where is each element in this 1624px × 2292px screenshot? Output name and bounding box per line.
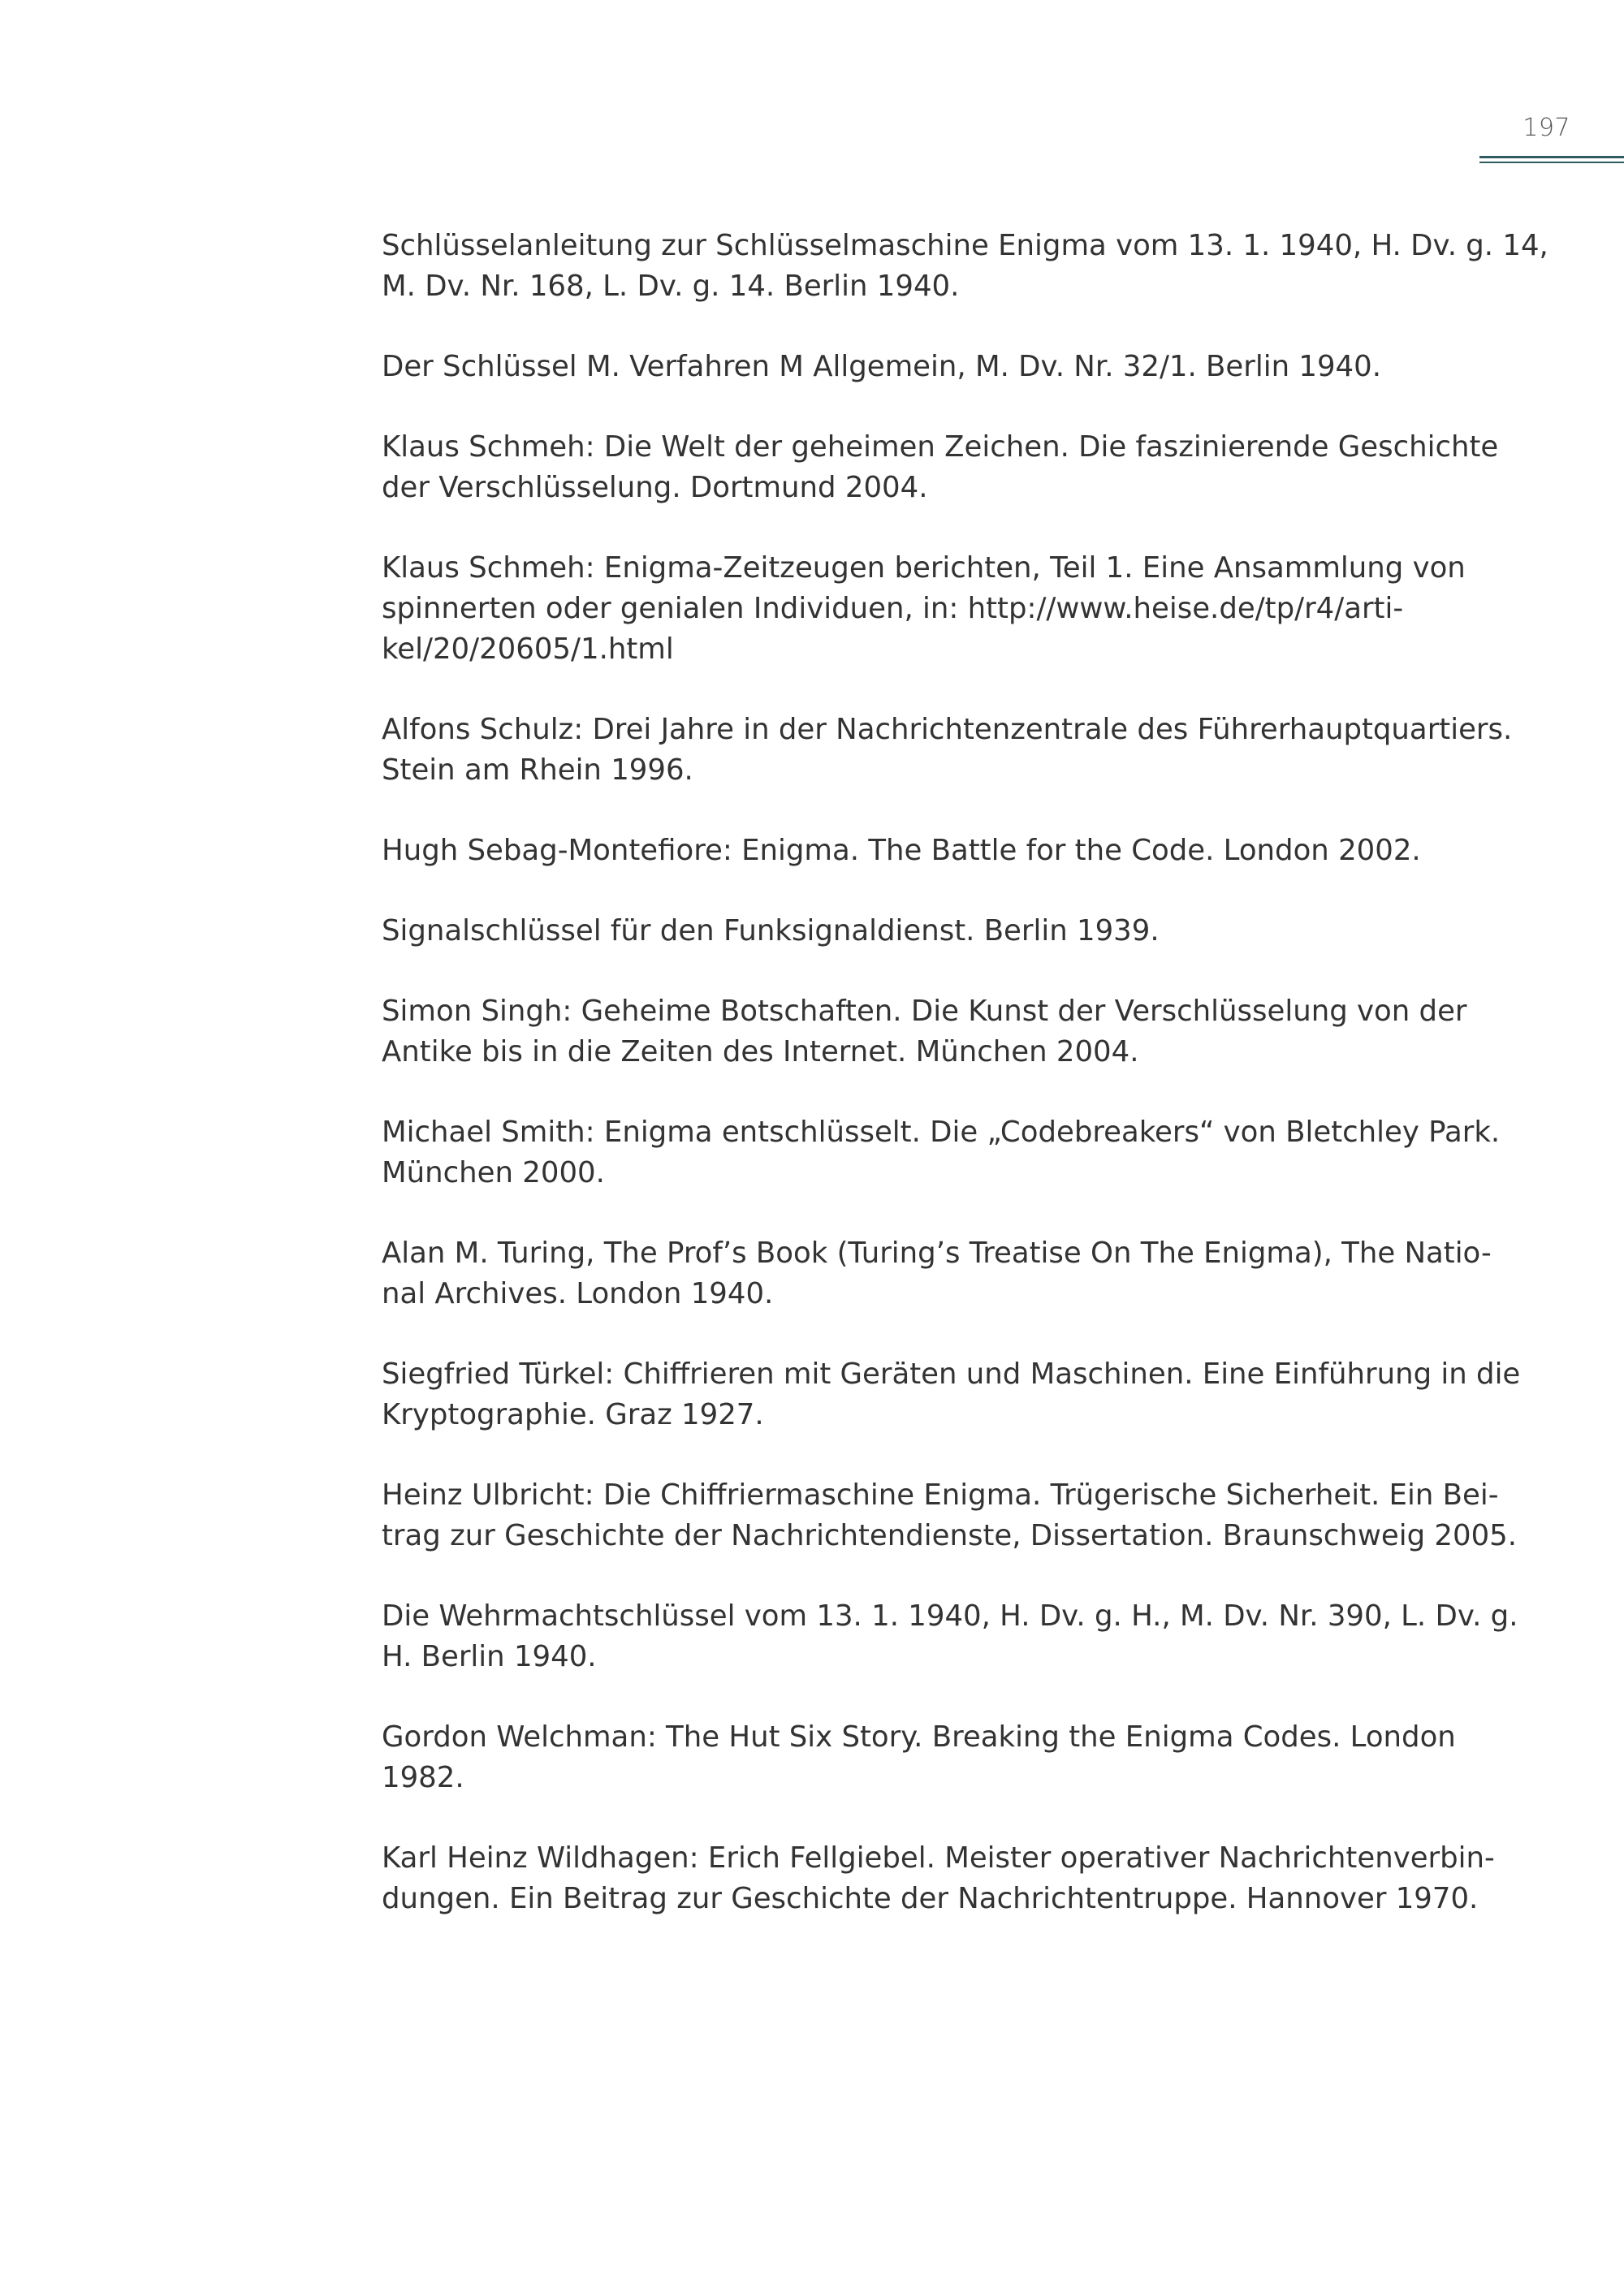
page-number: 197 [1522, 114, 1570, 142]
reference-line: Kryptographie. Graz 1927. [382, 1398, 764, 1431]
reference-item [382, 1717, 1462, 1798]
reference-line: der Verschlüsselung. Dortmund 2004. [382, 471, 928, 504]
reference-item [382, 1475, 1518, 1556]
reference-line: M. Dv. Nr. 168, L. Dv. g. 14. Berlin 1940. [382, 270, 960, 303]
reference-item [382, 548, 1466, 670]
reference-line: Klaus Schmeh: Die Welt der geheimen Zeichen. Die faszinierende Geschichte [382, 430, 1499, 464]
reference-item [382, 427, 1499, 508]
reference-line: Gordon Welchman: The Hut Six Story. Breaking the Enigma Codes. London [382, 1720, 1456, 1754]
reference-line: Schlüsselanleitung zur Schlüsselmaschine Enigma vom 13. 1. 1940, H. Dv. g. 14, [382, 229, 1548, 262]
reference-item [382, 347, 1462, 387]
reference-item [382, 1354, 1521, 1435]
reference-item [382, 1596, 1518, 1677]
reference-line: nal Archives. London 1940. [382, 1277, 774, 1310]
reference-line: Antike bis in die Zeiten des Internet. München 2004. [382, 1035, 1139, 1068]
reference-line: Signalschlüssel für den Funksignaldienst. Berlin 1939. [382, 914, 1160, 947]
reference-line: Die Wehrmachtschlüssel vom 13. 1. 1940, H. Dv. g. H., M. Dv. Nr. 390, L. Dv. g. [382, 1599, 1518, 1633]
reference-item [382, 911, 1462, 952]
reference-item [382, 226, 1548, 307]
reference-item [382, 991, 1467, 1073]
reference-line: trag zur Geschichte der Nachrichtendienste, Dissertation. Braunschweig 2005. [382, 1519, 1518, 1552]
reference-line: Alan M. Turing, The Prof’s Book (Turing’s Treatise On The Enigma), The Natio- [382, 1237, 1492, 1270]
reference-line: Siegfried Türkel: Chiffrieren mit Geräten und Maschinen. Eine Einführung in die [382, 1358, 1521, 1391]
reference-line: spinnerten oder genialen Individuen, in: http://www.heise.de/tp/r4/arti- [382, 592, 1404, 625]
reference-item [382, 831, 1462, 871]
reference-line: Hugh Sebag-Montefiore: Enigma. The Battle for the Code. London 2002. [382, 834, 1421, 867]
reference-list [382, 226, 1548, 1959]
reference-item [382, 1112, 1501, 1193]
reference-line: H. Berlin 1940. [382, 1640, 597, 1673]
reference-line: Michael Smith: Enigma entschlüsselt. Die „Codebreakers“ von Bletchley Park. [382, 1116, 1501, 1149]
reference-item [382, 1233, 1492, 1314]
reference-line: Heinz Ulbricht: Die Chiffriermaschine Enigma. Trügerische Sicherheit. Ein Bei- [382, 1478, 1499, 1512]
reference-line: München 2000. [382, 1156, 605, 1189]
reference-line: Stein am Rhein 1996. [382, 753, 693, 787]
reference-line: Der Schlüssel M. Verfahren M Allgemein, M. Dv. Nr. 32/1. Berlin 1940. [382, 350, 1381, 383]
header-rule-thick [1479, 156, 1624, 158]
reference-line: 1982. [382, 1761, 464, 1794]
reference-item [382, 1838, 1495, 1919]
reference-item [382, 710, 1513, 791]
reference-line: dungen. Ein Beitrag zur Geschichte der Nachrichtentruppe. Hannover 1970. [382, 1882, 1479, 1915]
header-rule-thin [1479, 162, 1624, 163]
reference-line: kel/20/20605/1.html [382, 632, 674, 666]
reference-line: Alfons Schulz: Drei Jahre in der Nachrichtenzentrale des Führerhauptquartiers. [382, 713, 1513, 746]
reference-line: Karl Heinz Wildhagen: Erich Fellgiebel. Meister operativer Nachrichtenverbin- [382, 1841, 1495, 1875]
reference-line: Simon Singh: Geheime Botschaften. Die Kunst der Verschlüsselung von der [382, 995, 1467, 1028]
reference-line: Klaus Schmeh: Enigma-Zeitzeugen berichten, Teil 1. Eine Ansammlung von [382, 551, 1466, 585]
